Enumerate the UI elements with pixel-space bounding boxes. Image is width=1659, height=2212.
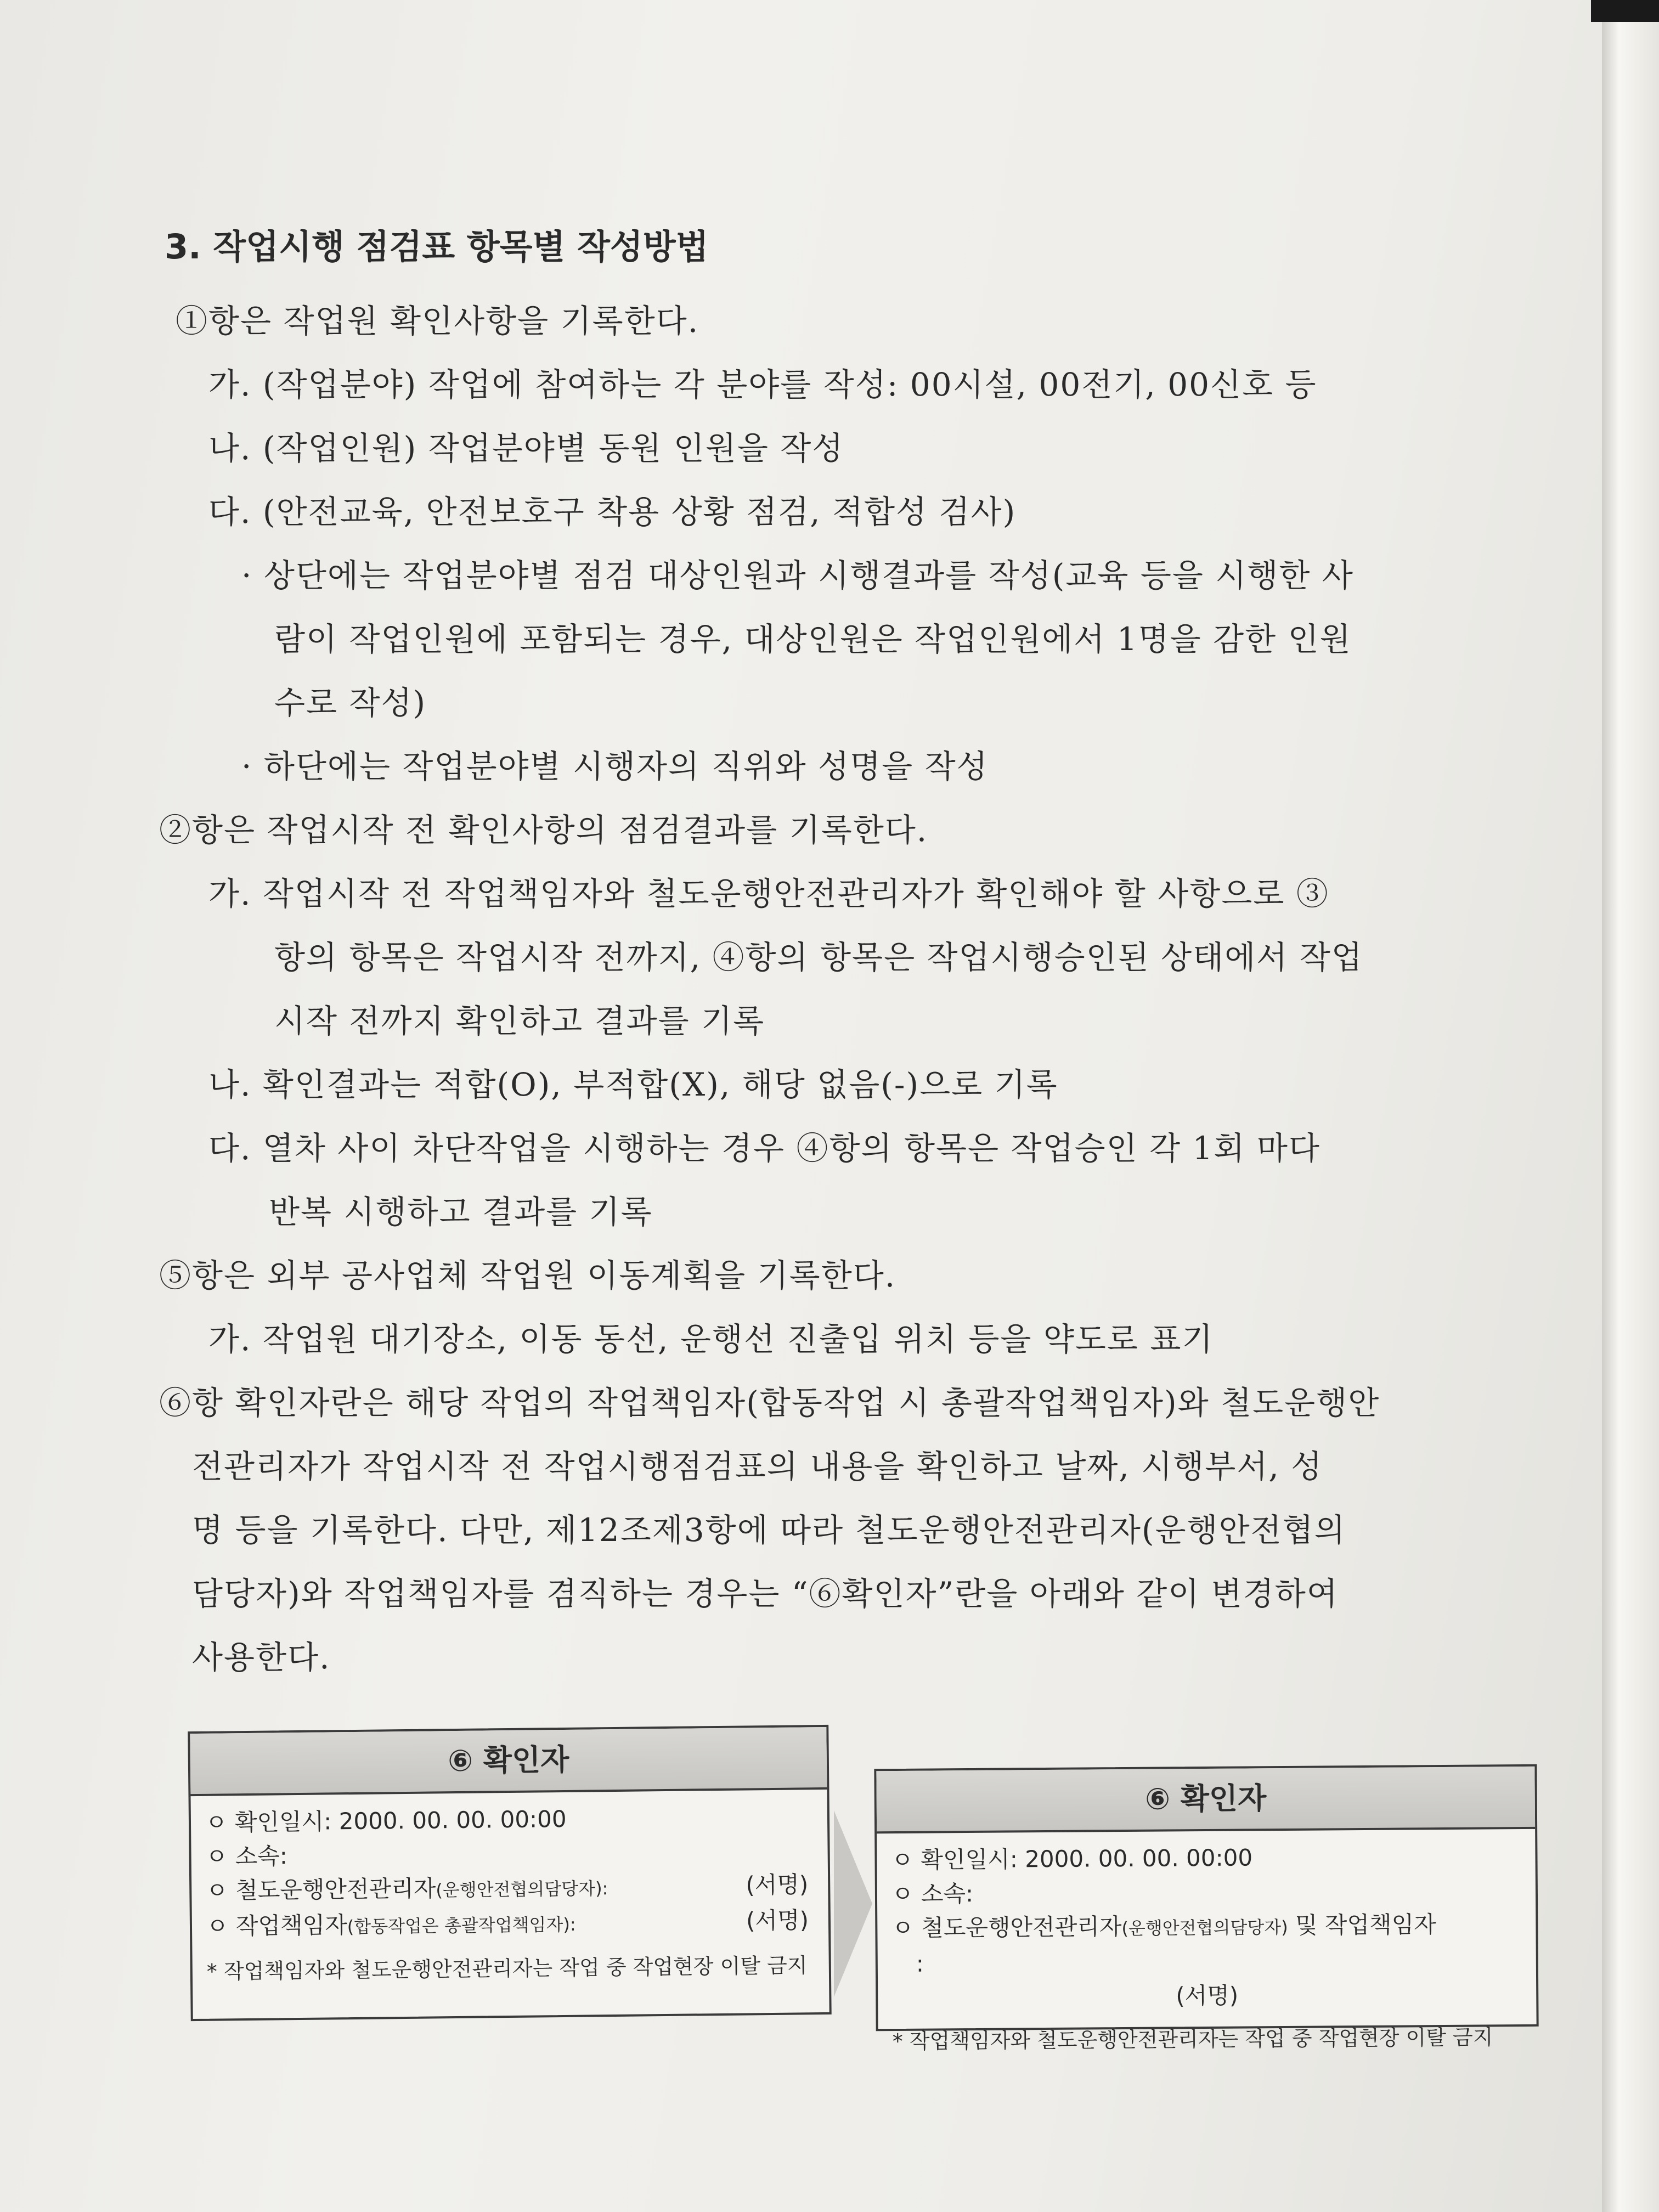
signature-label: (서명) (1176, 1982, 1239, 2010)
safety-manager-label: ㅇ 철도운행안전관리자 (891, 1913, 1122, 1942)
text-line: 가. 작업원 대기장소, 이동 동선, 운행선 진출입 위치 등을 약도로 표기 (208, 1321, 1214, 1358)
text-line: ⑤항은 외부 공사업체 작업원 이동계획을 기록한다. (159, 1257, 896, 1294)
safety-manager-sub: (운행안전협의담당자) (1121, 1916, 1288, 1939)
affiliation: ㅇ 소속: (891, 1880, 974, 1908)
text-line: 람이 작업인원에 포함되는 경우, 대상인원은 작업인원에서 1명을 감한 인원 (274, 620, 1352, 658)
safety-manager-sub: (운행안전협의담당자): (436, 1878, 608, 1901)
affiliation: ㅇ 소속: (205, 1842, 288, 1870)
work-supervisor-label: ㅇ 작업책임자 (206, 1911, 348, 1940)
text-line: 가. 작업시작 전 작업책임자와 철도운행안전관리자가 확인해야 할 사항으로 ③ (208, 875, 1329, 912)
text-line: ①항은 작업원 확인사항을 기록한다. (176, 302, 699, 340)
signature-label: (서명) (746, 1871, 809, 1899)
text-line: 반복 시행하고 결과를 기록 (269, 1193, 653, 1231)
safety-manager-line (206, 1867, 814, 1910)
text-line: 시작 전까지 확인하고 결과를 기록 (274, 1002, 765, 1040)
work-supervisor-line (206, 1903, 815, 1945)
background-corner (1591, 0, 1659, 22)
box-note: * 작업책임자와 철도운행안전관리자는 작업 중 작업현장 이탈 금지 (892, 2025, 1493, 2054)
colon-mark: : (916, 1950, 924, 1977)
confirm-datetime: ㅇ 확인일시: 2000. 00. 00. 00:00 (891, 1844, 1253, 1874)
work-supervisor-label: 및 작업책임자 (1288, 1911, 1436, 1939)
safety-manager-label: ㅇ 철도운행안전관리자 (206, 1875, 436, 1904)
work-supervisor-sub: (합동작업은 총괄작업책임자): (347, 1914, 576, 1938)
box-note: * 작업책임자와 철도운행안전관리자는 작업 중 작업현장 이탈 금지 (206, 1953, 808, 1984)
page-edge (1602, 0, 1659, 2212)
box-body (191, 1790, 830, 1998)
text-line: 명 등을 기록한다. 다만, 제12조제3항에 따라 철도운행안전관리자(운행안전협의 (192, 1511, 1346, 1549)
text-line: 나. 확인결과는 적합(O), 부적합(X), 해당 없음(-)으로 기록 (208, 1066, 1058, 1103)
text-line: ⑥항 확인자란은 해당 작업의 작업책임자(합동작업 시 총괄작업책임자)와 철도운행안 (159, 1384, 1380, 1421)
text-line: 다. (안전교육, 안전보호구 착용 상황 점검, 적합성 검사) (208, 493, 1017, 531)
confirmer-form-comparison (189, 1728, 1561, 2054)
section-title: 3. 작업시행 점검표 항목별 작성방법 (165, 227, 709, 267)
text-line: 전관리자가 작업시작 전 작업시행점검표의 내용을 확인하고 날짜, 시행부서, 성 (192, 1448, 1323, 1485)
text-line: 수로 작성) (274, 684, 427, 721)
arrow-right-icon (834, 1810, 872, 1997)
confirmer-box-original (188, 1725, 831, 2021)
text-line: · 상단에는 작업분야별 점검 대상인원과 시행결과를 작성(교육 등을 시행한 사 (241, 557, 1354, 594)
text-line: 사용한다. (192, 1639, 331, 1676)
text-line: 담당자)와 작업책임자를 겸직하는 경우는 “⑥확인자”란을 아래와 같이 변경하여 (192, 1575, 1339, 1612)
confirmer-box-modified (874, 1764, 1538, 2054)
signature-label: (서명) (746, 1906, 809, 1934)
box-header: ⑥ 확인자 (190, 1727, 827, 1796)
box-body (877, 1829, 1537, 2068)
box-header: ⑥ 확인자 (876, 1767, 1535, 1833)
text-line: 가. (작업분야) 작업에 참여하는 각 분야를 작성: 00시설, 00전기, 00신호 등 (208, 366, 1317, 403)
text-line: ②항은 작업시작 전 확인사항의 점검결과를 기록한다. (159, 811, 928, 849)
document-body (159, 219, 1596, 1689)
text-line: · 하단에는 작업분야별 시행자의 직위와 성명을 작성 (241, 748, 989, 785)
text-line: 나. (작업인원) 작업분야별 동원 인원을 작성 (208, 430, 844, 467)
text-line: 다. 열차 사이 차단작업을 시행하는 경우 ④항의 항목은 작업승인 각 1회 마다 (208, 1130, 1321, 1167)
confirm-datetime: ㅇ 확인일시: 2000. 00. 00. 00:00 (205, 1805, 567, 1836)
text-line: 항의 항목은 작업시작 전까지, ④항의 항목은 작업시행승인된 상태에서 작업 (274, 939, 1363, 976)
combined-role-line (891, 1907, 1521, 1947)
